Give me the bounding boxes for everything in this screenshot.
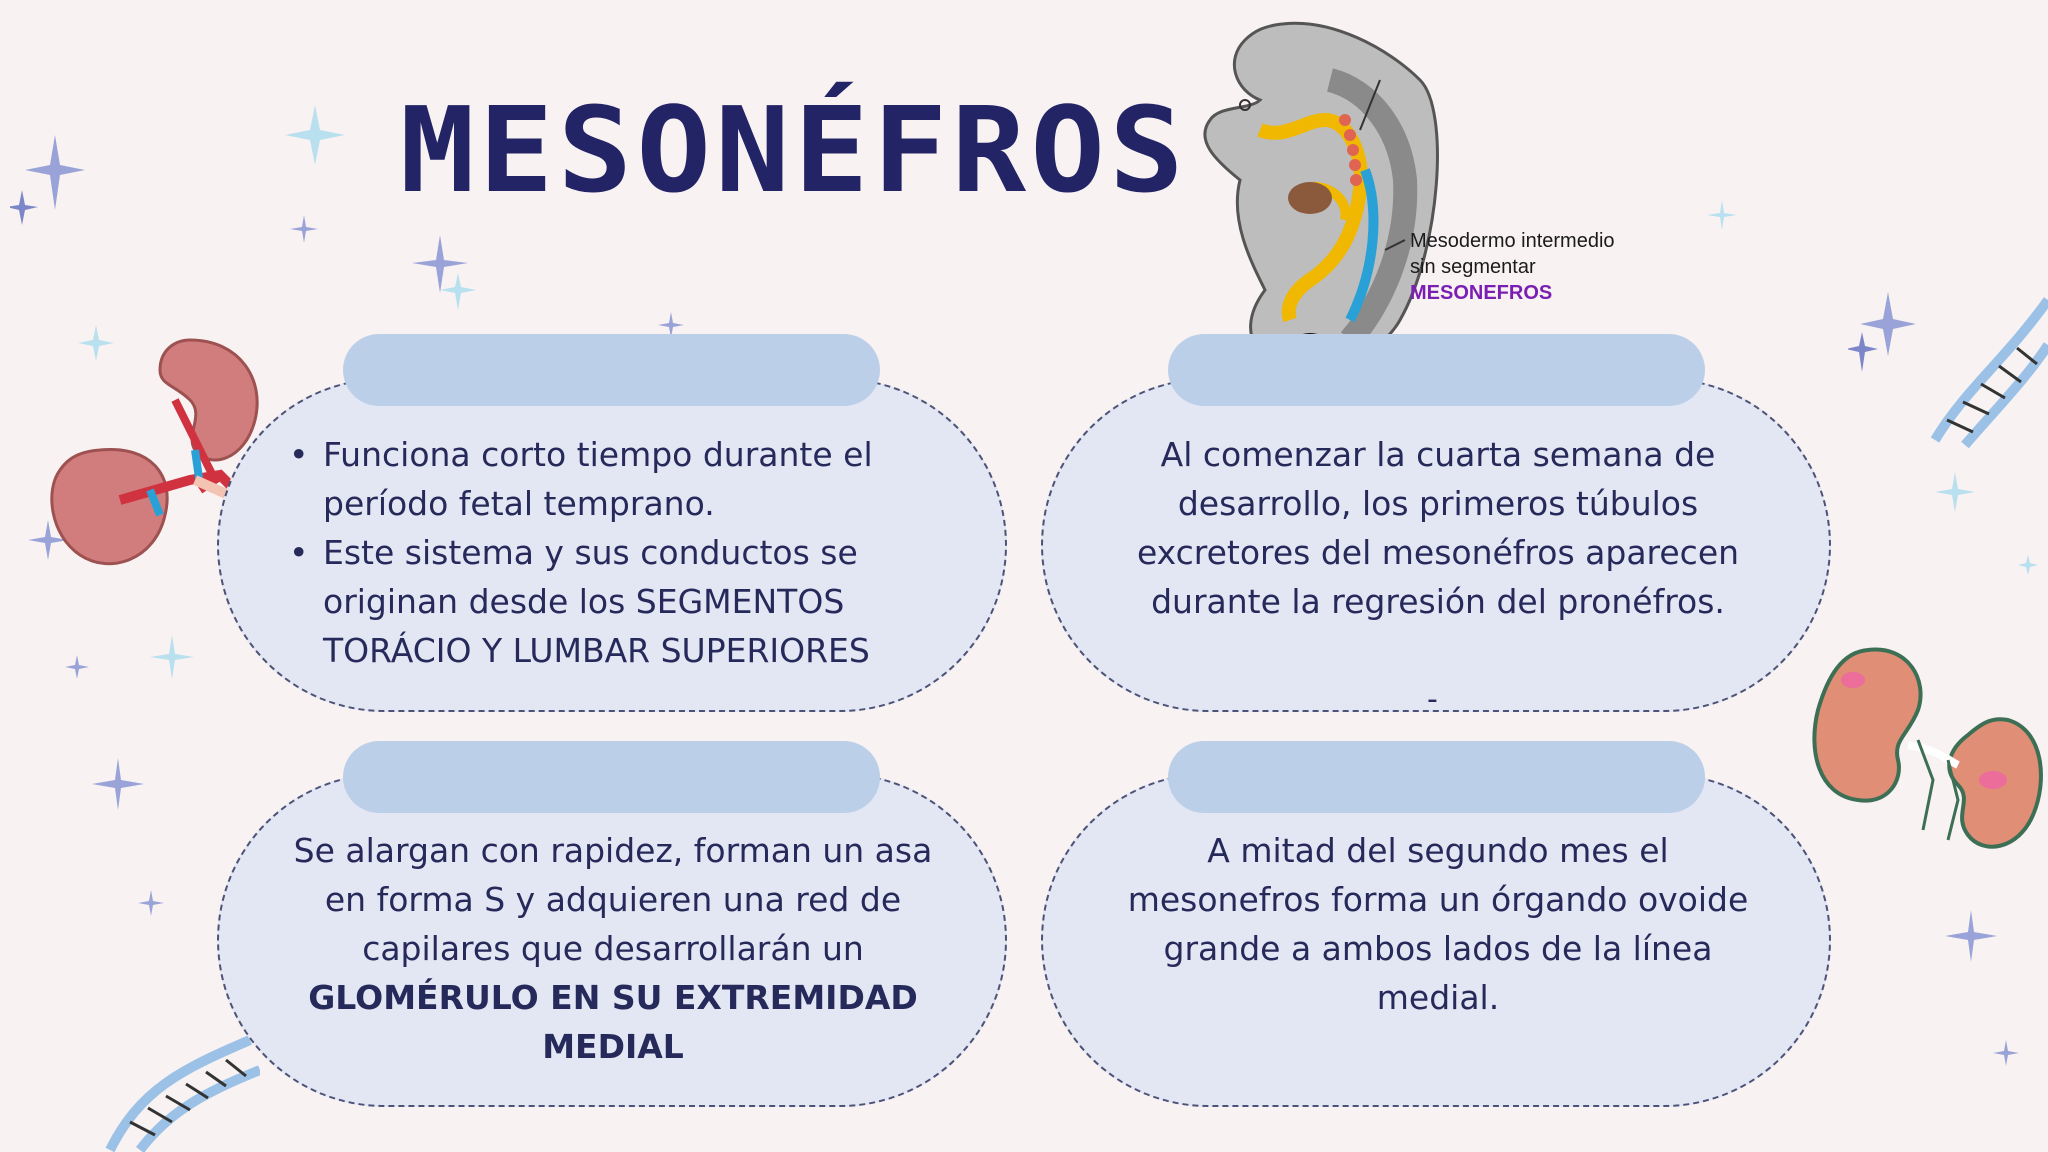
card-text (285, 430, 925, 675)
dna-icon (1925, 290, 2048, 450)
card-tab (1168, 741, 1705, 813)
sparkle-icon (1707, 200, 1737, 230)
sparkle-icon (285, 105, 345, 165)
sparkle-icon (2018, 555, 2038, 575)
page-title: MESONÉFROS (400, 81, 1188, 219)
sparkle-icon (1935, 472, 1975, 512)
card-emphasis: GLOMÉRULO EN SU EXTREMIDAD MEDIAL (308, 978, 918, 1066)
card-text: Al comenzar la cuarta semana de desarrollo, los primeros túbulos excretores del mesonéfros aparecen durante la regresión del pronéfros. (1136, 435, 1740, 621)
card-text (268, 826, 958, 1071)
list-item: • Funciona corto tiempo durante el período fetal temprano. (285, 430, 925, 528)
card-tab (343, 334, 880, 406)
bullet-list (285, 430, 925, 675)
sparkle-icon (290, 215, 318, 243)
dash-mark: - (1427, 682, 1438, 717)
sparkle-icon (1848, 292, 1916, 372)
card-body: Se alargan con rapidez, forman un asa en forma S y adquieren una red de capilares que desarrollarán un (293, 831, 933, 968)
card-tab (1168, 334, 1705, 406)
sparkle-icon (150, 635, 194, 679)
dna-icon (100, 1030, 260, 1152)
sparkle-icon (1993, 1040, 2019, 1066)
card-text: A mitad del segundo mes el mesonefros forma un órgando ovoide grande a ambos lados de la línea medial. (1127, 831, 1749, 1017)
kidney-icon (1808, 640, 2048, 880)
sparkle-icon (10, 135, 85, 225)
list-item: • Este sistema y sus conductos se originan desde los SEGMENTOS TORÁCIO Y LUMBAR SUPERIORES (285, 528, 925, 675)
diagram-label: MESONEFROS (1410, 282, 1553, 304)
diagram-label: sin segmentar (1410, 256, 1536, 278)
sparkle-icon (1945, 910, 1997, 962)
diagram-label: Mesodermo intermedio (1410, 230, 1615, 252)
sparkle-icon (92, 758, 144, 810)
sparkle-icon (138, 890, 164, 916)
sparkle-icon (410, 235, 480, 310)
card-tab (343, 741, 880, 813)
sparkle-icon (65, 655, 89, 679)
